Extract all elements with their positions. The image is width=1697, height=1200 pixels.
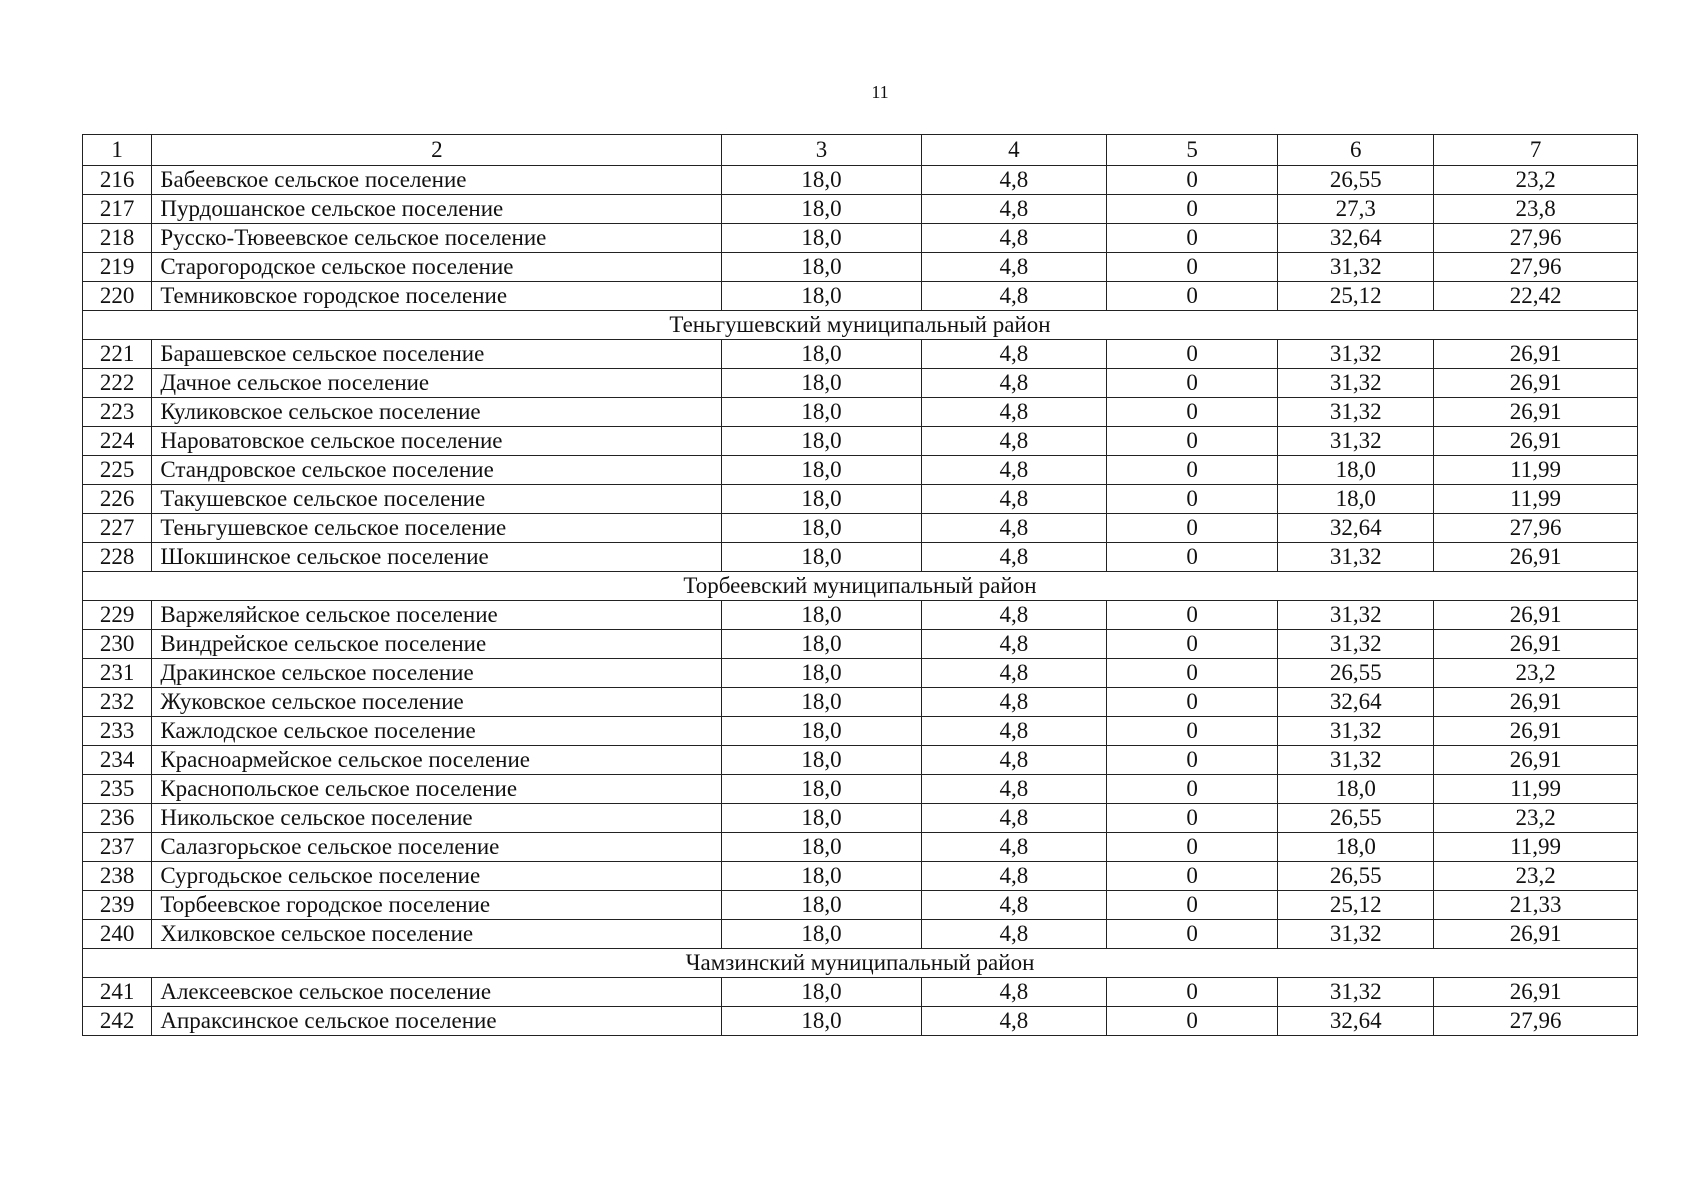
settlement-name: Апраксинское сельское поселение [152,1007,722,1036]
col3-value: 18,0 [722,369,921,398]
data-table [82,134,1638,1036]
row-number: 242 [83,1007,152,1036]
col3-value: 18,0 [722,891,921,920]
col6-value: 25,12 [1278,282,1434,311]
column-header: 2 [152,135,722,166]
col4-value: 4,8 [921,978,1106,1007]
row-number: 226 [83,485,152,514]
table-row [83,427,1638,456]
settlement-name: Жуковское сельское поселение [152,688,722,717]
col6-value: 18,0 [1278,775,1434,804]
settlement-name: Нароватовское сельское поселение [152,427,722,456]
district-row [83,572,1638,601]
row-number: 237 [83,833,152,862]
settlement-name: Краснопольское сельское поселение [152,775,722,804]
table-row [83,891,1638,920]
row-number: 229 [83,601,152,630]
col4-value: 4,8 [921,485,1106,514]
col4-value: 4,8 [921,601,1106,630]
col7-value: 26,91 [1434,717,1638,746]
col5-value: 0 [1107,891,1278,920]
table-row [83,253,1638,282]
col4-value: 4,8 [921,717,1106,746]
col3-value: 18,0 [722,601,921,630]
col7-value: 21,33 [1434,891,1638,920]
col5-value: 0 [1107,166,1278,195]
col5-value: 0 [1107,804,1278,833]
col5-value: 0 [1107,514,1278,543]
table-row [83,224,1638,253]
settlement-name: Шокшинское сельское поселение [152,543,722,572]
col3-value: 18,0 [722,630,921,659]
settlement-name: Сургодьское сельское поселение [152,862,722,891]
row-number: 238 [83,862,152,891]
col6-value: 31,32 [1278,717,1434,746]
table-row [83,1007,1638,1036]
col6-value: 31,32 [1278,978,1434,1007]
col5-value: 0 [1107,717,1278,746]
col6-value: 27,3 [1278,195,1434,224]
col6-value: 26,55 [1278,166,1434,195]
column-header: 1 [83,135,152,166]
row-number: 225 [83,456,152,485]
table-row [83,195,1638,224]
col3-value: 18,0 [722,282,921,311]
settlement-name: Старогородское сельское поселение [152,253,722,282]
col6-value: 26,55 [1278,804,1434,833]
col3-value: 18,0 [722,485,921,514]
row-number: 219 [83,253,152,282]
col4-value: 4,8 [921,891,1106,920]
col3-value: 18,0 [722,340,921,369]
col3-value: 18,0 [722,224,921,253]
col7-value: 26,91 [1434,427,1638,456]
col5-value: 0 [1107,340,1278,369]
settlement-name: Барашевское сельское поселение [152,340,722,369]
col7-value: 23,2 [1434,862,1638,891]
col3-value: 18,0 [722,862,921,891]
settlement-name: Красноармейское сельское поселение [152,746,722,775]
col4-value: 4,8 [921,804,1106,833]
settlement-name: Пурдошанское сельское поселение [152,195,722,224]
settlement-name: Торбеевское городское поселение [152,891,722,920]
col5-value: 0 [1107,253,1278,282]
col4-value: 4,8 [921,166,1106,195]
col5-value: 0 [1107,398,1278,427]
column-header: 3 [722,135,921,166]
col6-value: 26,55 [1278,659,1434,688]
col6-value: 32,64 [1278,688,1434,717]
district-heading: Теньгушевский муниципальный район [83,311,1638,340]
col5-value: 0 [1107,1007,1278,1036]
col4-value: 4,8 [921,195,1106,224]
settlement-name: Стандровское сельское поселение [152,456,722,485]
col3-value: 18,0 [722,659,921,688]
col5-value: 0 [1107,427,1278,456]
row-number: 240 [83,920,152,949]
row-number: 221 [83,340,152,369]
table-row [83,601,1638,630]
col6-value: 31,32 [1278,920,1434,949]
col3-value: 18,0 [722,195,921,224]
col4-value: 4,8 [921,282,1106,311]
col5-value: 0 [1107,833,1278,862]
table-row [83,804,1638,833]
district-heading: Чамзинский муниципальный район [83,949,1638,978]
settlement-name: Варжеляйское сельское поселение [152,601,722,630]
row-number: 232 [83,688,152,717]
col6-value: 32,64 [1278,1007,1434,1036]
table-header-row [83,135,1638,166]
row-number: 236 [83,804,152,833]
table-row [83,659,1638,688]
col4-value: 4,8 [921,456,1106,485]
settlement-name: Алексеевское сельское поселение [152,978,722,1007]
table-row [83,862,1638,891]
col7-value: 23,8 [1434,195,1638,224]
col4-value: 4,8 [921,427,1106,456]
col6-value: 25,12 [1278,891,1434,920]
settlement-name: Дачное сельское поселение [152,369,722,398]
table-row [83,920,1638,949]
col4-value: 4,8 [921,920,1106,949]
row-number: 233 [83,717,152,746]
col6-value: 31,32 [1278,427,1434,456]
col5-value: 0 [1107,775,1278,804]
row-number: 234 [83,746,152,775]
col3-value: 18,0 [722,253,921,282]
col6-value: 18,0 [1278,485,1434,514]
settlement-name: Теньгушевское сельское поселение [152,514,722,543]
col4-value: 4,8 [921,1007,1106,1036]
col7-value: 26,91 [1434,920,1638,949]
col3-value: 18,0 [722,804,921,833]
col4-value: 4,8 [921,862,1106,891]
row-number: 220 [83,282,152,311]
col4-value: 4,8 [921,746,1106,775]
row-number: 235 [83,775,152,804]
col3-value: 18,0 [722,398,921,427]
column-header: 5 [1107,135,1278,166]
row-number: 216 [83,166,152,195]
col7-value: 26,91 [1434,340,1638,369]
col3-value: 18,0 [722,543,921,572]
col7-value: 26,91 [1434,978,1638,1007]
col5-value: 0 [1107,688,1278,717]
col6-value: 31,32 [1278,746,1434,775]
col3-value: 18,0 [722,688,921,717]
col5-value: 0 [1107,195,1278,224]
col6-value: 18,0 [1278,456,1434,485]
table-row [83,485,1638,514]
col7-value: 27,96 [1434,253,1638,282]
col7-value: 26,91 [1434,398,1638,427]
col7-value: 23,2 [1434,659,1638,688]
col4-value: 4,8 [921,775,1106,804]
col7-value: 23,2 [1434,804,1638,833]
table-row [83,369,1638,398]
col5-value: 0 [1107,485,1278,514]
col4-value: 4,8 [921,630,1106,659]
district-row [83,949,1638,978]
row-number: 231 [83,659,152,688]
col4-value: 4,8 [921,253,1106,282]
column-header: 6 [1278,135,1434,166]
page-number: 11 [871,82,889,102]
table-row [83,630,1638,659]
row-number: 227 [83,514,152,543]
row-number: 230 [83,630,152,659]
col6-value: 31,32 [1278,253,1434,282]
settlement-name: Никольское сельское поселение [152,804,722,833]
col4-value: 4,8 [921,514,1106,543]
col5-value: 0 [1107,456,1278,485]
col5-value: 0 [1107,282,1278,311]
col6-value: 31,32 [1278,601,1434,630]
col5-value: 0 [1107,862,1278,891]
col6-value: 18,0 [1278,833,1434,862]
col6-value: 31,32 [1278,398,1434,427]
settlement-name: Куликовское сельское поселение [152,398,722,427]
settlement-name: Бабеевское сельское поселение [152,166,722,195]
settlement-name: Такушевское сельское поселение [152,485,722,514]
col5-value: 0 [1107,601,1278,630]
col6-value: 31,32 [1278,340,1434,369]
col5-value: 0 [1107,746,1278,775]
col5-value: 0 [1107,920,1278,949]
col3-value: 18,0 [722,775,921,804]
col7-value: 23,2 [1434,166,1638,195]
col6-value: 26,55 [1278,862,1434,891]
col7-value: 27,96 [1434,1007,1638,1036]
col7-value: 27,96 [1434,514,1638,543]
col5-value: 0 [1107,543,1278,572]
col7-value: 11,99 [1434,485,1638,514]
col3-value: 18,0 [722,978,921,1007]
col5-value: 0 [1107,630,1278,659]
col4-value: 4,8 [921,369,1106,398]
col3-value: 18,0 [722,427,921,456]
col4-value: 4,8 [921,688,1106,717]
col4-value: 4,8 [921,224,1106,253]
col3-value: 18,0 [722,1007,921,1036]
col7-value: 27,96 [1434,224,1638,253]
col4-value: 4,8 [921,543,1106,572]
col4-value: 4,8 [921,659,1106,688]
col6-value: 32,64 [1278,224,1434,253]
table-row [83,775,1638,804]
table-row [83,717,1638,746]
col7-value: 26,91 [1434,543,1638,572]
table-row [83,340,1638,369]
col7-value: 11,99 [1434,456,1638,485]
col3-value: 18,0 [722,456,921,485]
table-row [83,398,1638,427]
col5-value: 0 [1107,369,1278,398]
col7-value: 11,99 [1434,833,1638,862]
row-number: 224 [83,427,152,456]
col3-value: 18,0 [722,166,921,195]
table-row [83,456,1638,485]
table-row [83,282,1638,311]
table-row [83,543,1638,572]
col6-value: 31,32 [1278,630,1434,659]
col5-value: 0 [1107,224,1278,253]
col7-value: 11,99 [1434,775,1638,804]
col6-value: 32,64 [1278,514,1434,543]
settlement-name: Салазгорьское сельское поселение [152,833,722,862]
col3-value: 18,0 [722,746,921,775]
row-number: 228 [83,543,152,572]
row-number: 218 [83,224,152,253]
col5-value: 0 [1107,978,1278,1007]
settlement-name: Виндрейское сельское поселение [152,630,722,659]
col7-value: 26,91 [1434,369,1638,398]
col7-value: 26,91 [1434,688,1638,717]
col6-value: 31,32 [1278,369,1434,398]
col6-value: 31,32 [1278,543,1434,572]
col5-value: 0 [1107,659,1278,688]
district-row [83,311,1638,340]
column-header: 4 [921,135,1106,166]
settlement-name: Русско-Тювеевское сельское поселение [152,224,722,253]
column-header: 7 [1434,135,1638,166]
settlement-name: Темниковское городское поселение [152,282,722,311]
col4-value: 4,8 [921,340,1106,369]
table-row [83,833,1638,862]
col3-value: 18,0 [722,717,921,746]
col7-value: 26,91 [1434,601,1638,630]
row-number: 217 [83,195,152,224]
settlement-name: Хилковское сельское поселение [152,920,722,949]
col7-value: 22,42 [1434,282,1638,311]
table-row [83,746,1638,775]
col4-value: 4,8 [921,398,1106,427]
col4-value: 4,8 [921,833,1106,862]
row-number: 241 [83,978,152,1007]
col7-value: 26,91 [1434,630,1638,659]
col3-value: 18,0 [722,920,921,949]
table-row [83,166,1638,195]
table-row [83,978,1638,1007]
settlement-name: Дракинское сельское поселение [152,659,722,688]
row-number: 239 [83,891,152,920]
row-number: 222 [83,369,152,398]
row-number: 223 [83,398,152,427]
settlement-name: Кажлодское сельское поселение [152,717,722,746]
district-heading: Торбеевский муниципальный район [83,572,1638,601]
col7-value: 26,91 [1434,746,1638,775]
col3-value: 18,0 [722,833,921,862]
table-row [83,688,1638,717]
col3-value: 18,0 [722,514,921,543]
table-row [83,514,1638,543]
